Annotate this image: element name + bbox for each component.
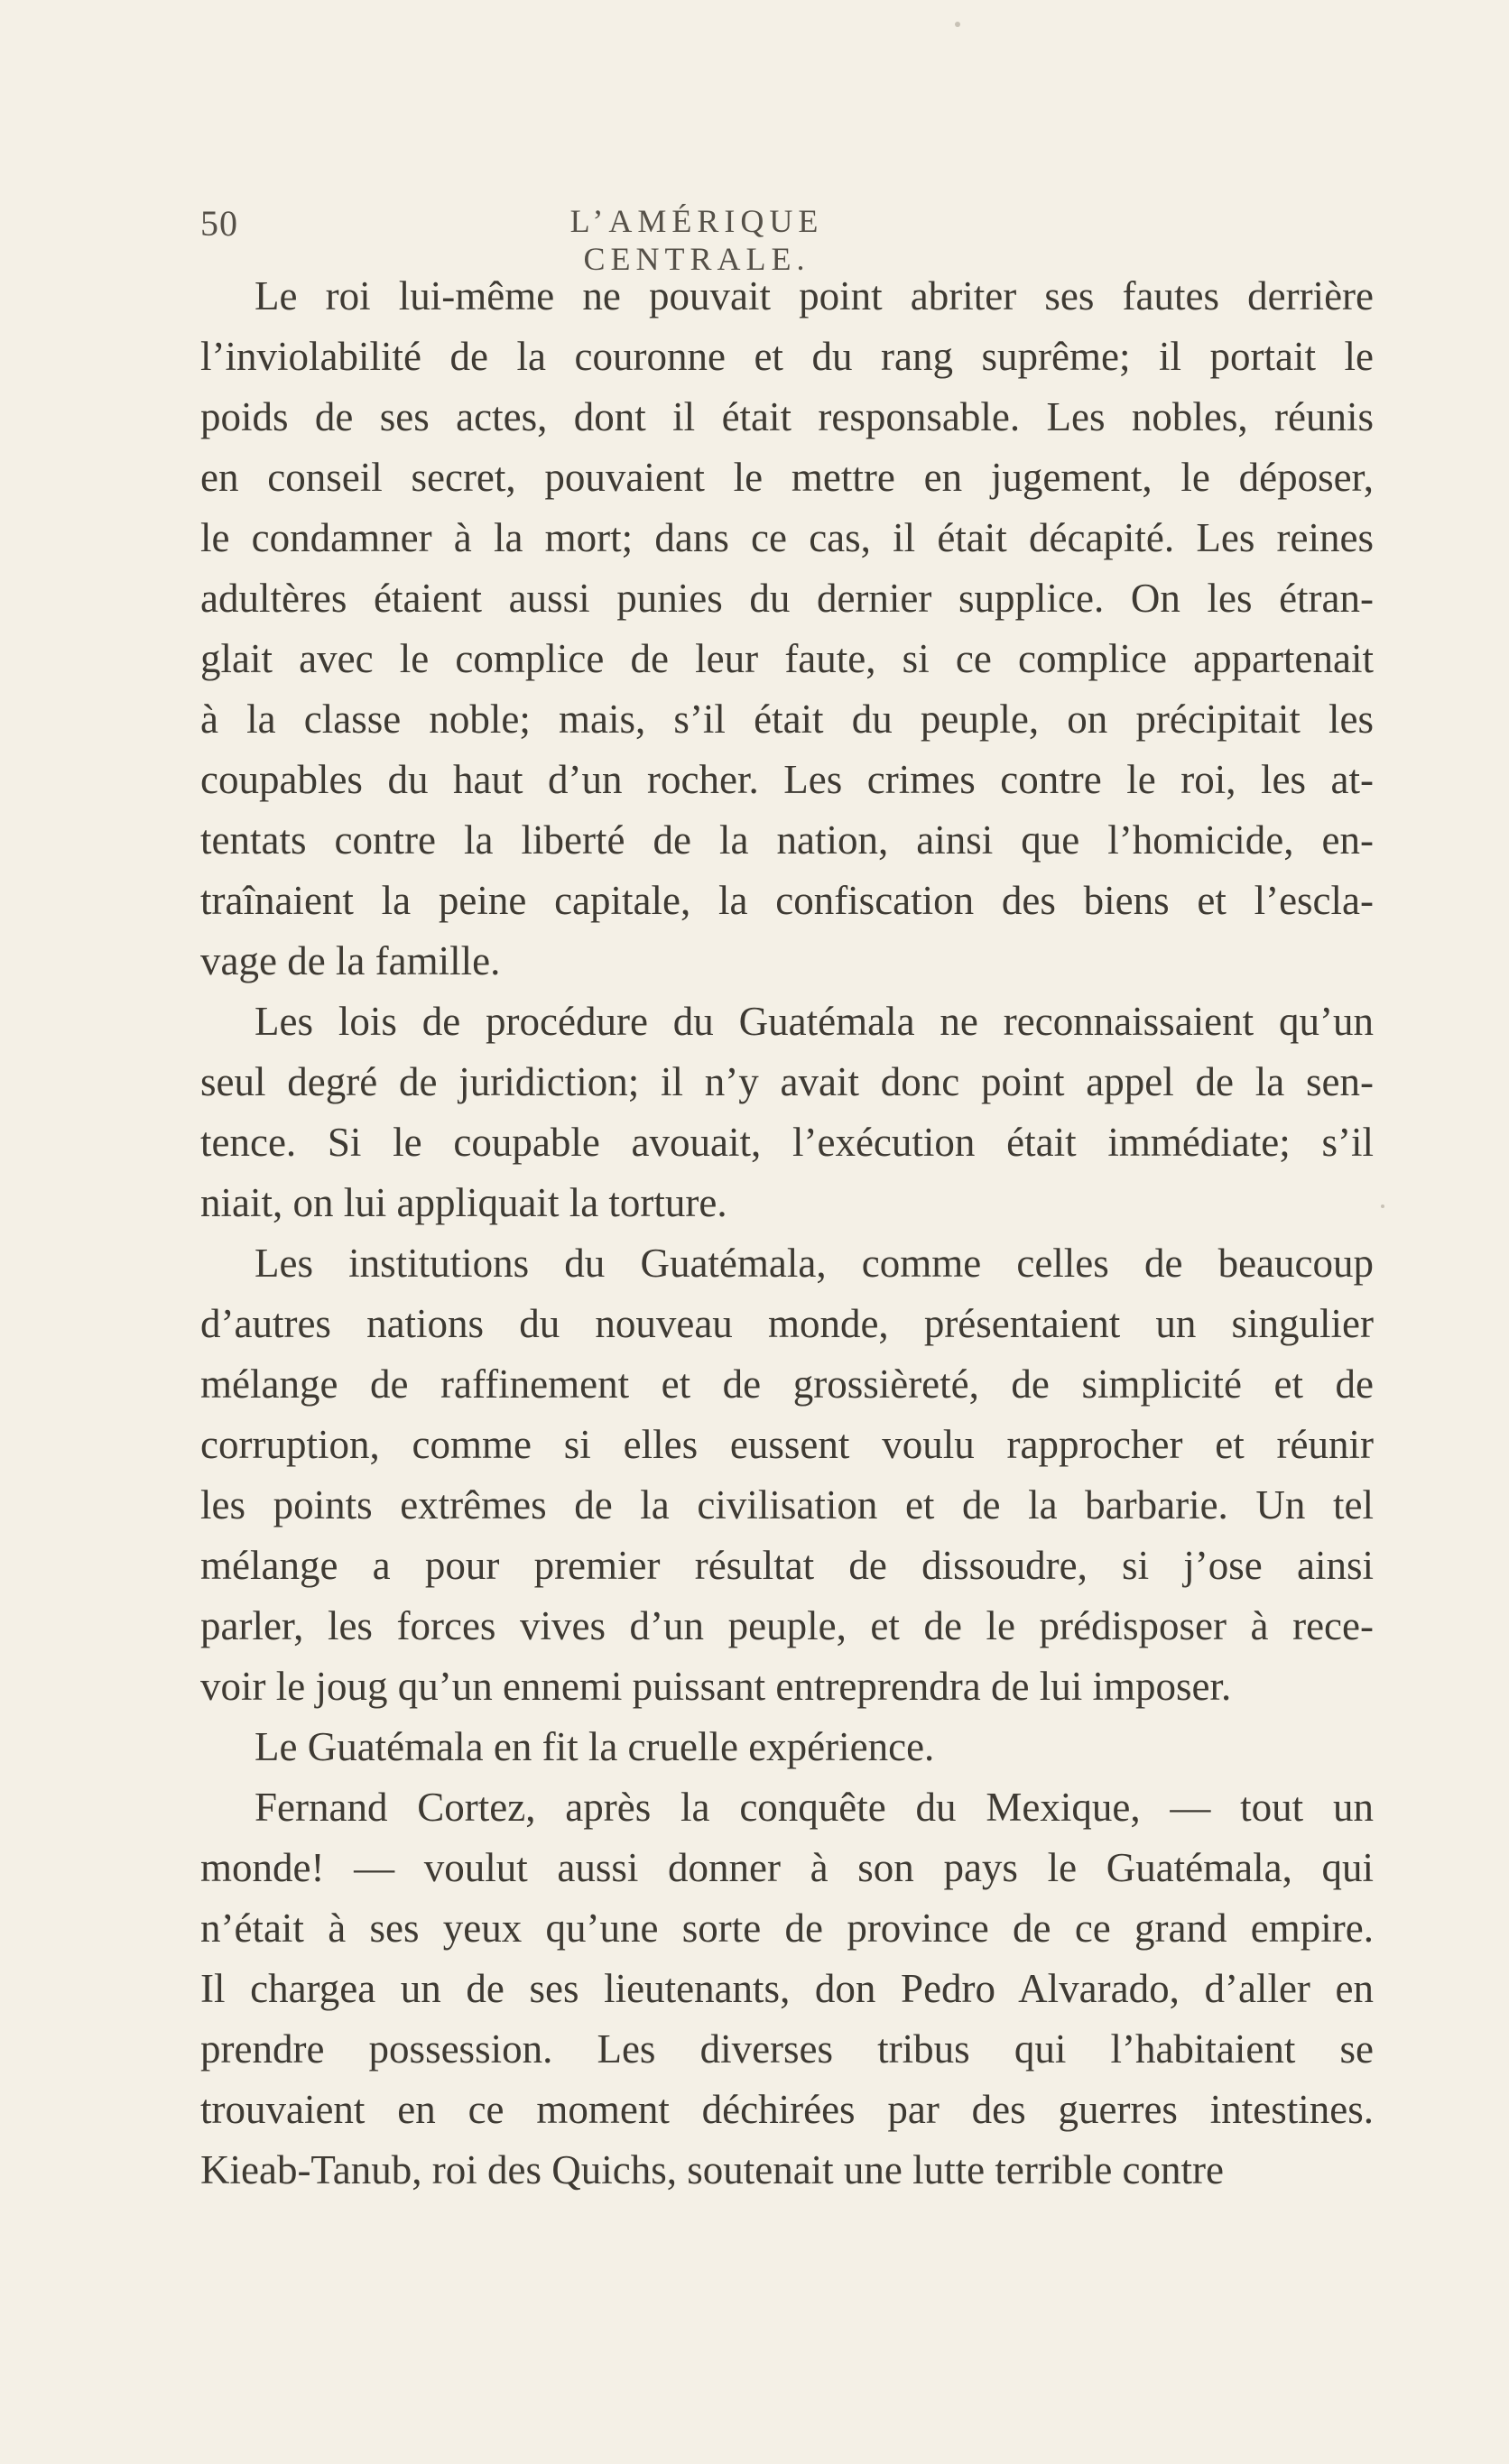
text-line: Les lois de procédure du Guatémala ne reconnaissaient qu’un <box>255 999 1374 1044</box>
paragraph <box>200 1233 1374 1717</box>
text-line: prendre possession. Les diverses tribus qui l’habitaient se <box>200 2026 1374 2072</box>
text-line: poids de ses actes, dont il était responsable. Les nobles, réunis <box>200 394 1374 439</box>
paragraph <box>200 1717 1374 1777</box>
text-line: glait avec le complice de leur faute, si ce complice appartenait <box>200 636 1374 681</box>
paragraph <box>200 266 1374 992</box>
text-line: traînaient la peine capitale, la confiscation des biens et l’escla- <box>200 878 1374 923</box>
text-line: trouvaient en ce moment déchirées par des guerres intestines. <box>200 2087 1374 2132</box>
text-line: mélange a pour premier résultat de dissoudre, si j’ose ainsi <box>200 1543 1374 1588</box>
text-line: vage de la famille. <box>200 938 501 983</box>
paper-speck <box>955 22 960 27</box>
text-line: parler, les forces vives d’un peuple, et de le prédisposer à rece- <box>200 1603 1374 1648</box>
text-line: les points extrêmes de la civilisation et de la barbarie. Un tel <box>200 1482 1374 1527</box>
running-title: L’AMÉRIQUE CENTRALE. <box>569 203 824 277</box>
paragraph <box>200 992 1374 1233</box>
text-line: Le Guatémala en fit la cruelle expérience. <box>255 1724 935 1769</box>
text-line: à la classe noble; mais, s’il était du peuple, on précipitait les <box>200 697 1374 742</box>
text-line: d’autres nations du nouveau monde, présentaient un singulier <box>200 1301 1374 1346</box>
text-line: monde! — voulut aussi donner à son pays le Guatémala, qui <box>200 1845 1374 1890</box>
page-header <box>200 202 1374 277</box>
paper-speck <box>1381 1204 1384 1208</box>
text-line: Les institutions du Guatémala, comme celles de beaucoup <box>255 1241 1374 1286</box>
text-line: en conseil secret, pouvaient le mettre en jugement, le déposer, <box>200 455 1374 500</box>
text-line: coupables du haut d’un rocher. Les crimes contre le roi, les at- <box>200 757 1374 802</box>
text-line: niait, on lui appliquait la torture. <box>200 1180 727 1225</box>
text-line: tence. Si le coupable avouait, l’exécution était immédiate; s’il <box>200 1120 1374 1165</box>
text-line: l’inviolabilité de la couronne et du rang suprême; il portait le <box>200 334 1374 379</box>
text-line: seul degré de juridiction; il n’y avait donc point appel de la sen- <box>200 1059 1374 1104</box>
text-line: voir le joug qu’un ennemi puissant entreprendra de lui imposer. <box>200 1664 1232 1709</box>
text-line: corruption, comme si elles eussent voulu rapprocher et réunir <box>200 1422 1374 1467</box>
text-line: tentats contre la liberté de la nation, ainsi que l’homicide, en- <box>200 817 1374 863</box>
text-line: Il chargea un de ses lieutenants, don Pedro Alvarado, d’aller en <box>200 1966 1374 2011</box>
text-line: le condamner à la mort; dans ce cas, il était décapité. Les reines <box>200 515 1374 560</box>
paragraph <box>200 1777 1374 2201</box>
text-line: Fernand Cortez, après la conquête du Mexique, — tout un <box>255 1785 1374 1830</box>
text-line: n’était à ses yeux qu’une sorte de province de ce grand empire. <box>200 1906 1374 1951</box>
body-text <box>200 266 1374 2201</box>
text-line: Le roi lui-même ne pouvait point abriter ses fautes derrière <box>255 273 1374 318</box>
text-line: mélange de raffinement et de grossièreté, de simplicité et de <box>200 1361 1374 1407</box>
text-line: adultères étaient aussi punies du dernier supplice. On les étran- <box>200 576 1374 621</box>
page-number: 50 <box>200 203 238 244</box>
text-line: Kieab-Tanub, roi des Quichs, soutenait une lutte terrible contre <box>200 2147 1224 2192</box>
